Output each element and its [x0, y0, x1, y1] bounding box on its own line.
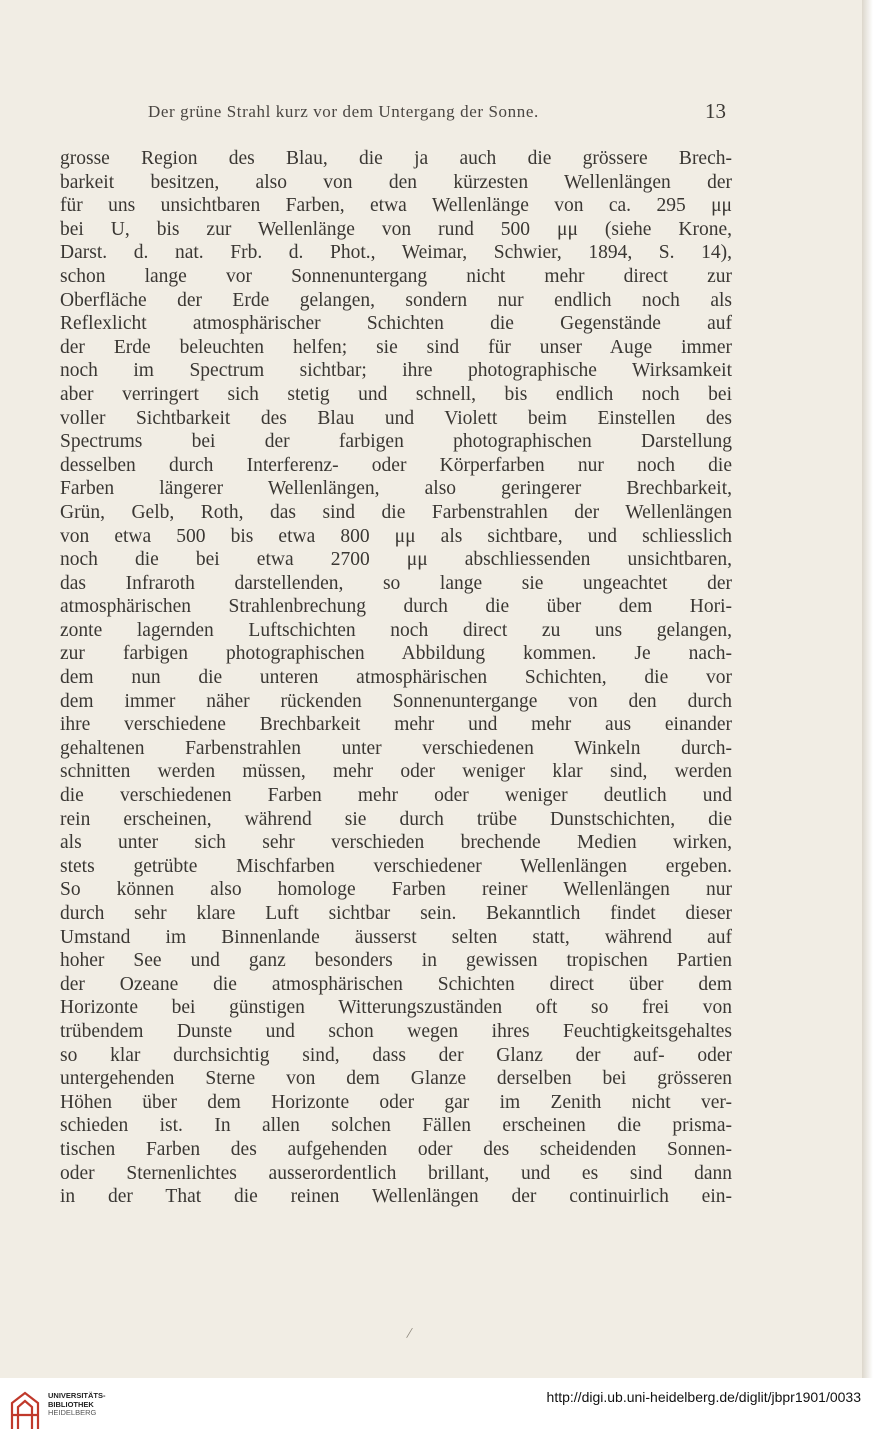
stray-ink-mark: /	[405, 1324, 414, 1343]
page-number: 13	[705, 99, 726, 123]
text-line: Höhen über dem Horizonte oder gar im Zenith nicht ver-	[60, 1091, 732, 1113]
text-line: gehaltenen Farbenstrahlen unter verschiedenen Winkeln durch-	[60, 737, 732, 759]
text-line: rein erscheinen, während sie durch trübe Dunstschichten, die	[60, 808, 732, 830]
text-line: schnitten werden müssen, mehr oder weniger klar sind, werden	[60, 761, 732, 783]
text-line: ihre verschiedene Brechbarkeit mehr und mehr aus einander	[60, 714, 732, 736]
text-line: aber verringert sich stetig und schnell, bis endlich noch bei	[60, 383, 732, 405]
text-line: Reflexlicht atmosphärischer Schichten die Gegenstände auf	[60, 313, 732, 335]
text-line: schon lange vor Sonnenuntergang nicht mehr direct zur	[60, 265, 732, 287]
text-line: bei U, bis zur Wellenlänge von rund 500 μμ (siehe Krone,	[60, 218, 732, 240]
text-line: in der That die reinen Wellenlängen der continuirlich ein-	[60, 1186, 732, 1208]
text-line: von etwa 500 bis etwa 800 μμ als sichtbare, und schliesslich	[60, 525, 732, 547]
source-url-link[interactable]: http://digi.ub.uni-heidelberg.de/diglit/jbpr1901/0033	[546, 1389, 861, 1405]
text-line: noch die bei etwa 2700 μμ abschliessenden unsichtbaren,	[60, 549, 732, 571]
library-name-line2: BIBLIOTHEK	[48, 1399, 94, 1409]
text-line: Spectrums bei der farbigen photographischen Darstellung	[60, 431, 732, 453]
text-line: zonte lagernden Luftschichten noch direct zu uns gelangen,	[60, 619, 732, 641]
text-line: Umstand im Binnenlande äusserst selten statt, während auf	[60, 926, 732, 948]
footer-bar	[0, 1378, 873, 1442]
text-line: trübendem Dunste und schon wegen ihres Feuchtigkeitsgehaltes	[60, 1020, 732, 1042]
text-line: noch im Spectrum sichtbar; ihre photographische Wirksamkeit	[60, 360, 732, 382]
text-line: der Ozeane die atmosphärischen Schichten direct über dem	[60, 973, 732, 995]
text-line: barkeit besitzen, also von den kürzesten Wellenlängen der	[60, 171, 732, 193]
text-line: tischen Farben des aufgehenden oder des scheidenden Sonnen-	[60, 1138, 732, 1160]
text-line: für uns unsichtbaren Farben, etwa Wellenlänge von ca. 295 μμ	[60, 195, 732, 217]
text-line: dem nun die unteren atmosphärischen Schichten, die vor	[60, 667, 732, 689]
text-line: voller Sichtbarkeit des Blau und Violett beim Einstellen des	[60, 407, 732, 429]
text-line: dem immer näher rückenden Sonnenuntergange von den durch	[60, 690, 732, 712]
page-edge	[862, 0, 873, 1378]
text-line: schieden ist. In allen solchen Fällen erscheinen die prisma-	[60, 1115, 732, 1137]
text-line: das Infraroth darstellenden, so lange sie ungeachtet der	[60, 572, 732, 594]
text-line: Darst. d. nat. Frb. d. Phot., Weimar, Schwier, 1894, S. 14),	[60, 242, 732, 264]
text-line: hoher See und ganz besonders in gewissen tropischen Partien	[60, 950, 732, 972]
text-line: durch sehr klare Luft sichtbar sein. Bekanntlich findet dieser	[60, 903, 732, 924]
body-text	[60, 147, 732, 1209]
text-line: atmosphärischen Strahlenbrechung durch die über dem Hori-	[60, 596, 732, 618]
text-line: zur farbigen photographischen Abbildung kommen. Je nach-	[60, 643, 732, 665]
text-line: grosse Region des Blau, die ja auch die grössere Brech-	[60, 148, 732, 169]
library-logo-icon	[8, 1389, 42, 1433]
library-name-line3: HEIDELBERG	[48, 1408, 97, 1418]
text-line: Grün, Gelb, Roth, das sind die Farbenstrahlen der Wellenlängen	[60, 501, 732, 523]
text-line: Horizonte bei günstigen Witterungszuständen oft so frei von	[60, 997, 732, 1019]
text-line: oder Sternenlichtes ausserordentlich brillant, und es sind dann	[60, 1162, 732, 1184]
text-line: stets getrübte Mischfarben verschiedener Wellenlängen ergeben.	[60, 855, 732, 877]
text-line: Farben längerer Wellenlängen, also geringerer Brechbarkeit,	[60, 478, 732, 500]
text-line: So können also homologe Farben reiner Wellenlängen nur	[60, 879, 732, 901]
library-name	[48, 1392, 106, 1418]
text-line: Oberfläche der Erde gelangen, sondern nur endlich noch als	[60, 289, 732, 311]
library-name-line1: UNIVERSITÄTS-	[48, 1391, 106, 1400]
text-line: die verschiedenen Farben mehr oder weniger deutlich und	[60, 785, 732, 807]
text-line: desselben durch Interferenz- oder Körperfarben nur noch die	[60, 454, 732, 476]
text-line: als unter sich sehr verschieden brechende Medien wirken,	[60, 832, 732, 854]
text-line: der Erde beleuchten helfen; sie sind für unser Auge immer	[60, 336, 732, 358]
running-head: Der grüne Strahl kurz vor dem Untergang der Sonne.	[148, 102, 539, 121]
text-line: untergehenden Sterne von dem Glanze derselben bei grösseren	[60, 1068, 732, 1090]
text-line: so klar durchsichtig sind, dass der Glanz der auf- oder	[60, 1044, 732, 1066]
